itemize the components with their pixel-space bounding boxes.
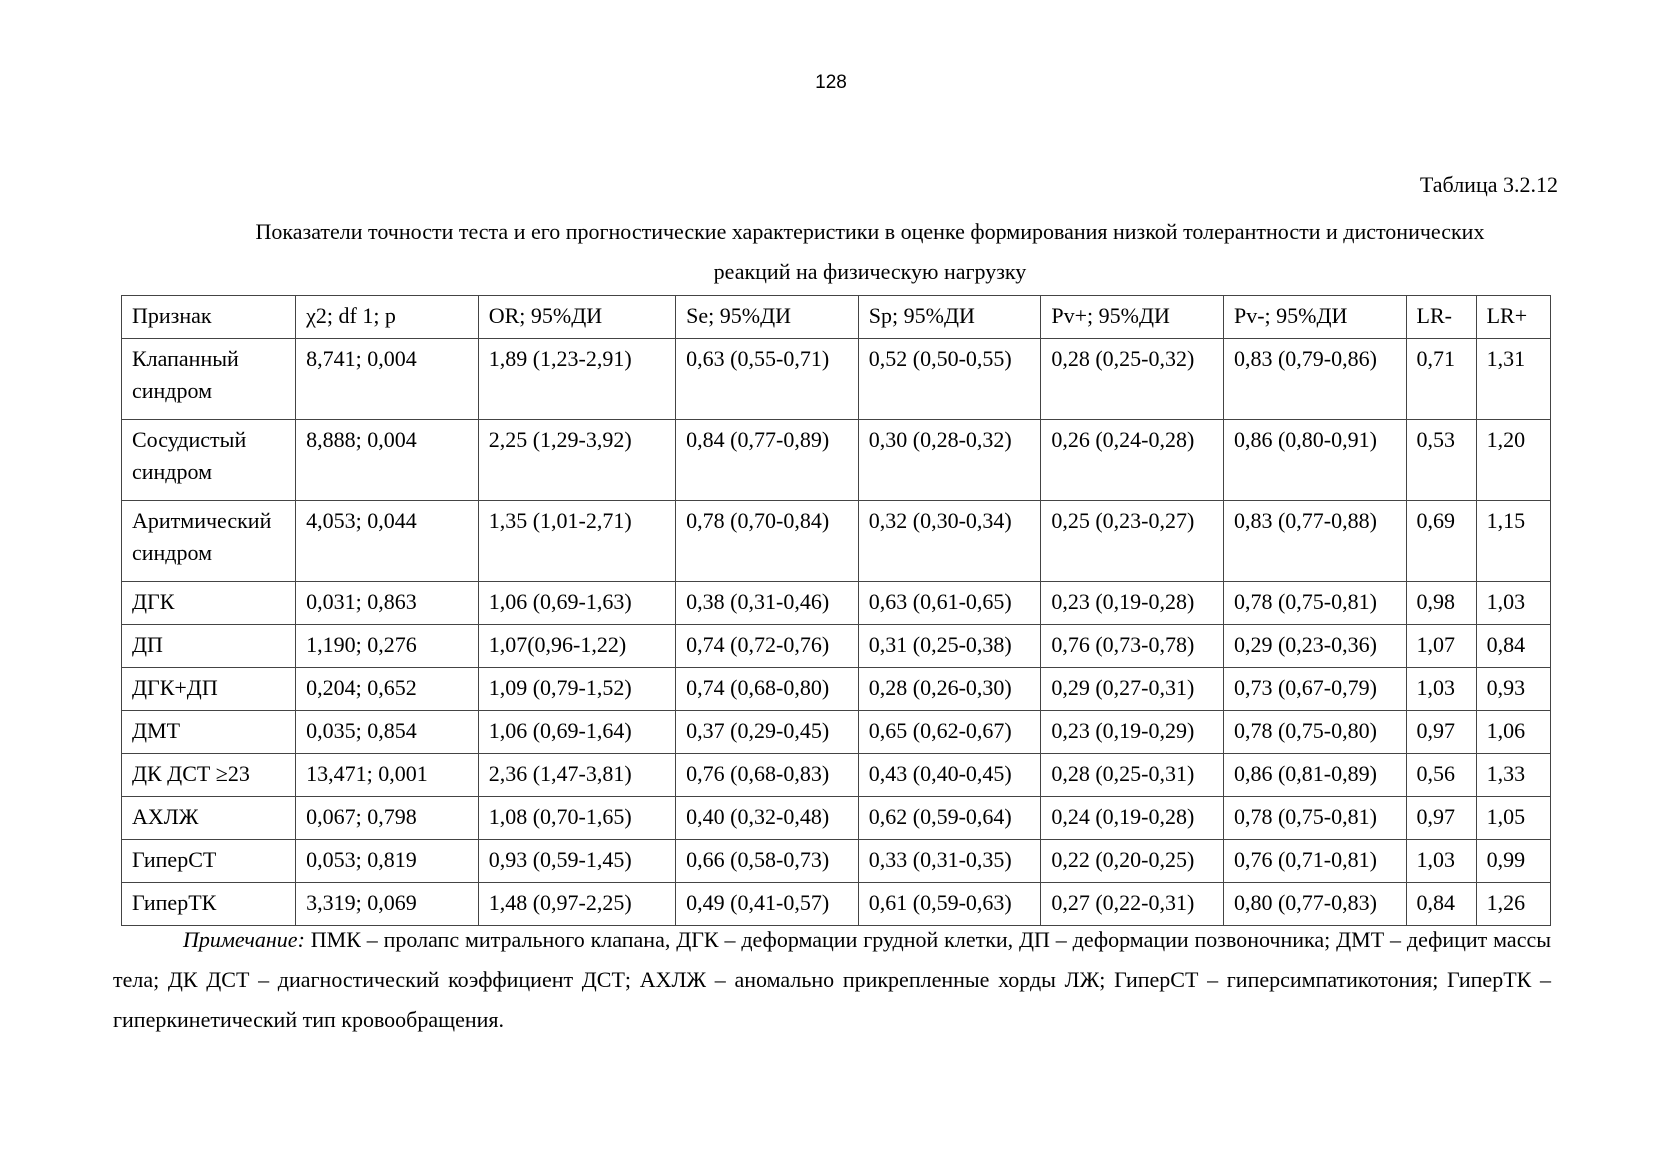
feature-cell: ДК ДСТ ≥23 — [122, 754, 296, 797]
pvp-cell: 0,24 (0,19-0,28) — [1041, 797, 1224, 840]
lrp-cell: 1,03 — [1476, 582, 1550, 625]
pvm-cell: 0,80 (0,77-0,83) — [1223, 883, 1406, 926]
se-cell: 0,37 (0,29-0,45) — [676, 711, 859, 754]
table-row — [122, 668, 1551, 711]
or-cell: 1,89 (1,23-2,91) — [478, 339, 675, 420]
sp-cell: 0,32 (0,30-0,34) — [858, 501, 1041, 582]
lrm-cell: 0,97 — [1406, 711, 1476, 754]
table-row — [122, 797, 1551, 840]
table-row — [122, 625, 1551, 668]
column-header: LR- — [1406, 296, 1476, 339]
table-note — [113, 920, 1551, 1040]
pvp-cell: 0,23 (0,19-0,28) — [1041, 582, 1224, 625]
sp-cell: 0,28 (0,26-0,30) — [858, 668, 1041, 711]
lrm-cell: 0,84 — [1406, 883, 1476, 926]
chi-cell: 0,204; 0,652 — [296, 668, 479, 711]
lrm-cell: 0,69 — [1406, 501, 1476, 582]
feature-line: синдром — [132, 540, 213, 565]
feature-cell — [122, 420, 296, 501]
sp-cell: 0,65 (0,62-0,67) — [858, 711, 1041, 754]
sp-cell: 0,52 (0,50-0,55) — [858, 339, 1041, 420]
table-title — [190, 212, 1550, 292]
pvm-cell: 0,86 (0,80-0,91) — [1223, 420, 1406, 501]
se-cell: 0,38 (0,31-0,46) — [676, 582, 859, 625]
or-cell: 1,06 (0,69-1,63) — [478, 582, 675, 625]
lrp-cell: 1,05 — [1476, 797, 1550, 840]
or-cell: 1,35 (1,01-2,71) — [478, 501, 675, 582]
chi-cell: 0,035; 0,854 — [296, 711, 479, 754]
se-cell: 0,74 (0,68-0,80) — [676, 668, 859, 711]
pvm-cell: 0,76 (0,71-0,81) — [1223, 840, 1406, 883]
or-cell: 1,09 (0,79-1,52) — [478, 668, 675, 711]
page-number: 128 — [815, 72, 847, 93]
sp-cell: 0,61 (0,59-0,63) — [858, 883, 1041, 926]
pvm-cell: 0,78 (0,75-0,81) — [1223, 582, 1406, 625]
column-header: Признак — [122, 296, 296, 339]
se-cell: 0,74 (0,72-0,76) — [676, 625, 859, 668]
or-cell: 1,07(0,96-1,22) — [478, 625, 675, 668]
pvp-cell: 0,22 (0,20-0,25) — [1041, 840, 1224, 883]
pvp-cell: 0,23 (0,19-0,29) — [1041, 711, 1224, 754]
chi-cell: 0,031; 0,863 — [296, 582, 479, 625]
or-cell: 2,36 (1,47-3,81) — [478, 754, 675, 797]
se-cell: 0,78 (0,70-0,84) — [676, 501, 859, 582]
feature-cell — [122, 501, 296, 582]
lrp-cell: 1,06 — [1476, 711, 1550, 754]
chi-cell: 0,053; 0,819 — [296, 840, 479, 883]
pvp-cell: 0,26 (0,24-0,28) — [1041, 420, 1224, 501]
chi-cell: 13,471; 0,001 — [296, 754, 479, 797]
lrm-cell: 0,97 — [1406, 797, 1476, 840]
pvm-cell: 0,73 (0,67-0,79) — [1223, 668, 1406, 711]
pvm-cell: 0,78 (0,75-0,80) — [1223, 711, 1406, 754]
table-label: Таблица 3.2.12 — [1419, 172, 1558, 197]
sp-cell: 0,43 (0,40-0,45) — [858, 754, 1041, 797]
lrm-cell: 0,98 — [1406, 582, 1476, 625]
column-header: OR; 95%ДИ — [478, 296, 675, 339]
or-cell: 0,93 (0,59-1,45) — [478, 840, 675, 883]
chi-cell: 8,888; 0,004 — [296, 420, 479, 501]
or-cell: 1,48 (0,97-2,25) — [478, 883, 675, 926]
pvm-cell: 0,83 (0,77-0,88) — [1223, 501, 1406, 582]
pvm-cell: 0,78 (0,75-0,81) — [1223, 797, 1406, 840]
se-cell: 0,66 (0,58-0,73) — [676, 840, 859, 883]
sp-cell: 0,63 (0,61-0,65) — [858, 582, 1041, 625]
or-cell: 1,08 (0,70-1,65) — [478, 797, 675, 840]
table-row — [122, 840, 1551, 883]
table-row — [122, 754, 1551, 797]
pvp-cell: 0,76 (0,73-0,78) — [1041, 625, 1224, 668]
lrp-cell: 1,20 — [1476, 420, 1550, 501]
table-row — [122, 339, 1551, 420]
table-row — [122, 501, 1551, 582]
note-text: ПМК – пролапс митрального клапана, ДГК – деформации грудной клетки, ДП – деформации позвоночника; ДМТ – дефицит массы тела; ДК ДСТ – диагностический коэффициент ДСТ; АХЛЖ – аномально прикрепленные хорды ЛЖ; ГиперСТ – гиперсимпатикотония; ГиперТК – гиперкинетический тип кровообращения. — [113, 927, 1551, 1032]
pvp-cell: 0,27 (0,22-0,31) — [1041, 883, 1224, 926]
chi-cell: 8,741; 0,004 — [296, 339, 479, 420]
data-table — [121, 295, 1551, 926]
column-header: Pv-; 95%ДИ — [1223, 296, 1406, 339]
feature-cell: ДП — [122, 625, 296, 668]
pvp-cell: 0,25 (0,23-0,27) — [1041, 501, 1224, 582]
sp-cell: 0,31 (0,25-0,38) — [858, 625, 1041, 668]
or-cell: 1,06 (0,69-1,64) — [478, 711, 675, 754]
lrm-cell: 0,71 — [1406, 339, 1476, 420]
chi-cell: 1,190; 0,276 — [296, 625, 479, 668]
feature-cell: ГиперТК — [122, 883, 296, 926]
se-cell: 0,63 (0,55-0,71) — [676, 339, 859, 420]
pvm-cell: 0,29 (0,23-0,36) — [1223, 625, 1406, 668]
feature-line: синдром — [132, 459, 213, 484]
sp-cell: 0,33 (0,31-0,35) — [858, 840, 1041, 883]
lrm-cell: 0,56 — [1406, 754, 1476, 797]
table-title-line-2: реакций на физическую нагрузку — [713, 259, 1027, 284]
column-header: Sp; 95%ДИ — [858, 296, 1041, 339]
column-header: Se; 95%ДИ — [676, 296, 859, 339]
lrp-cell: 1,15 — [1476, 501, 1550, 582]
feature-cell — [122, 339, 296, 420]
chi-cell: 0,067; 0,798 — [296, 797, 479, 840]
se-cell: 0,76 (0,68-0,83) — [676, 754, 859, 797]
lrp-cell: 1,26 — [1476, 883, 1550, 926]
pvm-cell: 0,86 (0,81-0,89) — [1223, 754, 1406, 797]
lrp-cell: 1,31 — [1476, 339, 1550, 420]
note-label: Примечание: — [183, 927, 305, 952]
feature-cell: ДГК — [122, 582, 296, 625]
feature-cell: ДМТ — [122, 711, 296, 754]
table-header-row — [122, 296, 1551, 339]
feature-cell: ДГК+ДП — [122, 668, 296, 711]
lrm-cell: 0,53 — [1406, 420, 1476, 501]
feature-line: Сосудистый — [132, 427, 247, 452]
feature-line: Клапанный — [132, 346, 239, 371]
lrm-cell: 1,03 — [1406, 840, 1476, 883]
table-title-line-1: Показатели точности теста и его прогностические характеристики в оценке формирования низкой толерантности и дистонических — [255, 219, 1485, 244]
lrp-cell: 0,93 — [1476, 668, 1550, 711]
column-header: χ2; df 1; p — [296, 296, 479, 339]
pvm-cell: 0,83 (0,79-0,86) — [1223, 339, 1406, 420]
lrp-cell: 0,99 — [1476, 840, 1550, 883]
feature-cell: АХЛЖ — [122, 797, 296, 840]
lrp-cell: 0,84 — [1476, 625, 1550, 668]
se-cell: 0,40 (0,32-0,48) — [676, 797, 859, 840]
or-cell: 2,25 (1,29-3,92) — [478, 420, 675, 501]
se-cell: 0,84 (0,77-0,89) — [676, 420, 859, 501]
sp-cell: 0,30 (0,28-0,32) — [858, 420, 1041, 501]
lrm-cell: 1,07 — [1406, 625, 1476, 668]
pvp-cell: 0,28 (0,25-0,31) — [1041, 754, 1224, 797]
table-row — [122, 711, 1551, 754]
pvp-cell: 0,28 (0,25-0,32) — [1041, 339, 1224, 420]
lrm-cell: 1,03 — [1406, 668, 1476, 711]
column-header: LR+ — [1476, 296, 1550, 339]
table-row — [122, 420, 1551, 501]
table-row — [122, 582, 1551, 625]
chi-cell: 3,319; 0,069 — [296, 883, 479, 926]
feature-line: Аритмический — [132, 508, 272, 533]
chi-cell: 4,053; 0,044 — [296, 501, 479, 582]
lrp-cell: 1,33 — [1476, 754, 1550, 797]
se-cell: 0,49 (0,41-0,57) — [676, 883, 859, 926]
feature-cell: ГиперСТ — [122, 840, 296, 883]
sp-cell: 0,62 (0,59-0,64) — [858, 797, 1041, 840]
feature-line: синдром — [132, 378, 213, 403]
column-header: Pv+; 95%ДИ — [1041, 296, 1224, 339]
pvp-cell: 0,29 (0,27-0,31) — [1041, 668, 1224, 711]
